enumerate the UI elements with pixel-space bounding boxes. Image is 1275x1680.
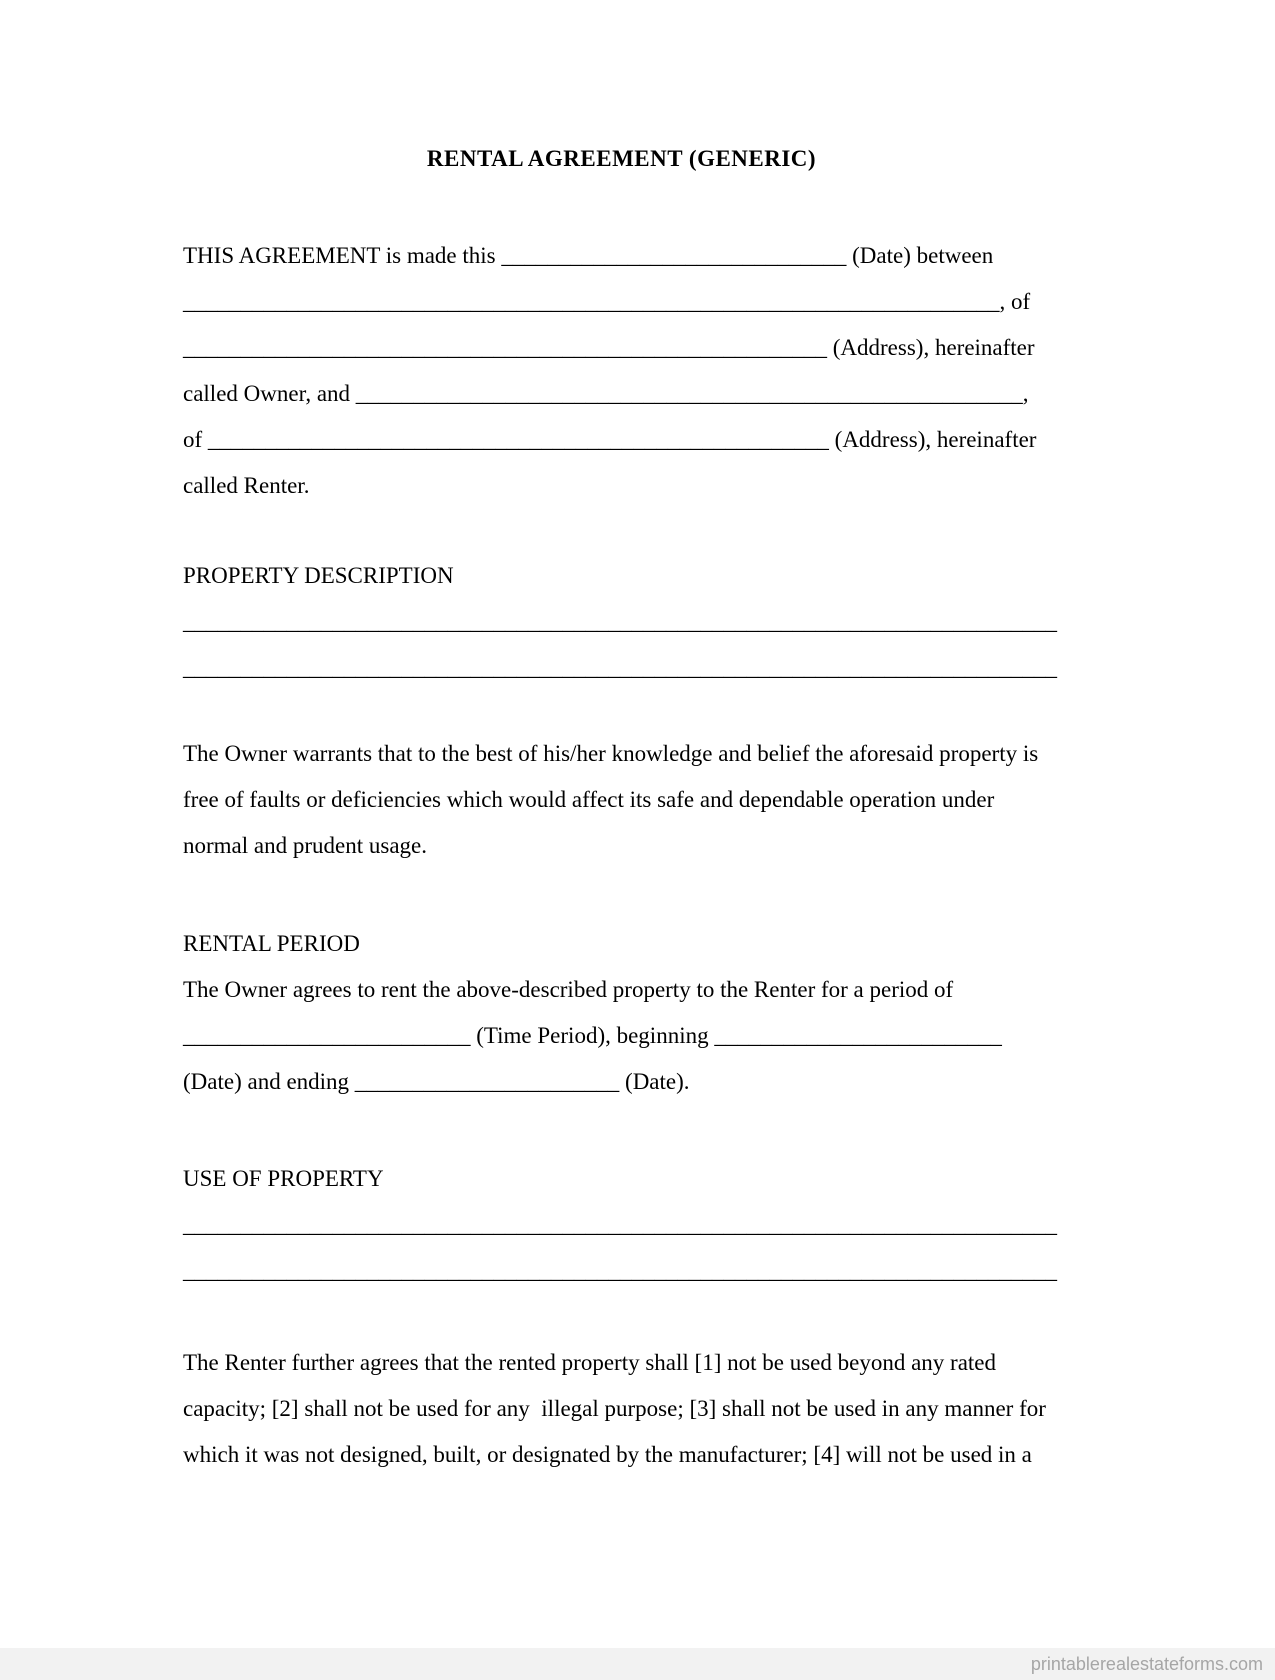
intro-line: _______________________________________________________________________, of — [183, 289, 1031, 314]
use-of-property-section — [183, 1156, 1060, 1294]
footer-watermark-bar — [0, 1648, 1275, 1680]
renter-agreement-line: capacity; [2] shall not be used for any illegal purpose; [3] shall not be used in any manner for — [183, 1396, 1046, 1421]
rental-period-line: (Date) and ending _______________________ (Date). — [183, 1069, 690, 1094]
rental-period-line: The Owner agrees to rent the above-described property to the Renter for a period of — [183, 977, 954, 1002]
use-of-property-heading: USE OF PROPERTY — [183, 1166, 384, 1191]
warranty-line: free of faults or deficiencies which would affect its safe and dependable operation under — [183, 787, 995, 812]
property-description-section — [183, 553, 1060, 691]
warranty-line: normal and prudent usage. — [183, 833, 427, 858]
use-of-property-blank-line: ____________________________________________________________________________ — [183, 1258, 1057, 1283]
intro-line: THIS AGREEMENT is made this ______________________________ (Date) between — [183, 243, 994, 268]
intro-line: called Owner, and __________________________________________________________, — [183, 381, 1029, 406]
document-title: RENTAL AGREEMENT (GENERIC) — [426, 146, 817, 171]
intro-line: called Renter. — [183, 473, 310, 498]
use-of-property-blank-line: ____________________________________________________________________________ — [183, 1212, 1057, 1237]
rental-period-line: _________________________ (Time Period), beginning _________________________ — [183, 1023, 1002, 1048]
renter-agreement-line: which it was not designed, built, or designated by the manufacturer; [4] will not be used in a — [183, 1442, 1032, 1467]
rental-period-section — [183, 921, 1060, 1105]
renter-agreement-line: The Renter further agrees that the rented property shall [1] not be used beyond any rated — [183, 1350, 996, 1375]
renter-agreement-paragraph — [183, 1340, 1060, 1478]
property-description-heading: PROPERTY DESCRIPTION — [183, 563, 454, 588]
property-description-blank-line: ____________________________________________________________________________ — [183, 609, 1057, 634]
rental-period-heading: RENTAL PERIOD — [183, 931, 360, 956]
property-description-blank-line: ____________________________________________________________________________ — [183, 655, 1057, 680]
warranty-paragraph — [183, 731, 1060, 869]
warranty-line: The Owner warrants that to the best of his/her knowledge and belief the aforesaid property is — [183, 741, 1039, 766]
document-content — [0, 136, 1275, 1478]
intro-line: ________________________________________________________ (Address), hereinafter — [183, 335, 1035, 360]
footer-watermark-text: printablerealestateforms.com — [1030, 1654, 1263, 1674]
intro-paragraph — [183, 233, 1060, 509]
intro-line: of ______________________________________________________ (Address), hereinafter — [183, 427, 1037, 452]
